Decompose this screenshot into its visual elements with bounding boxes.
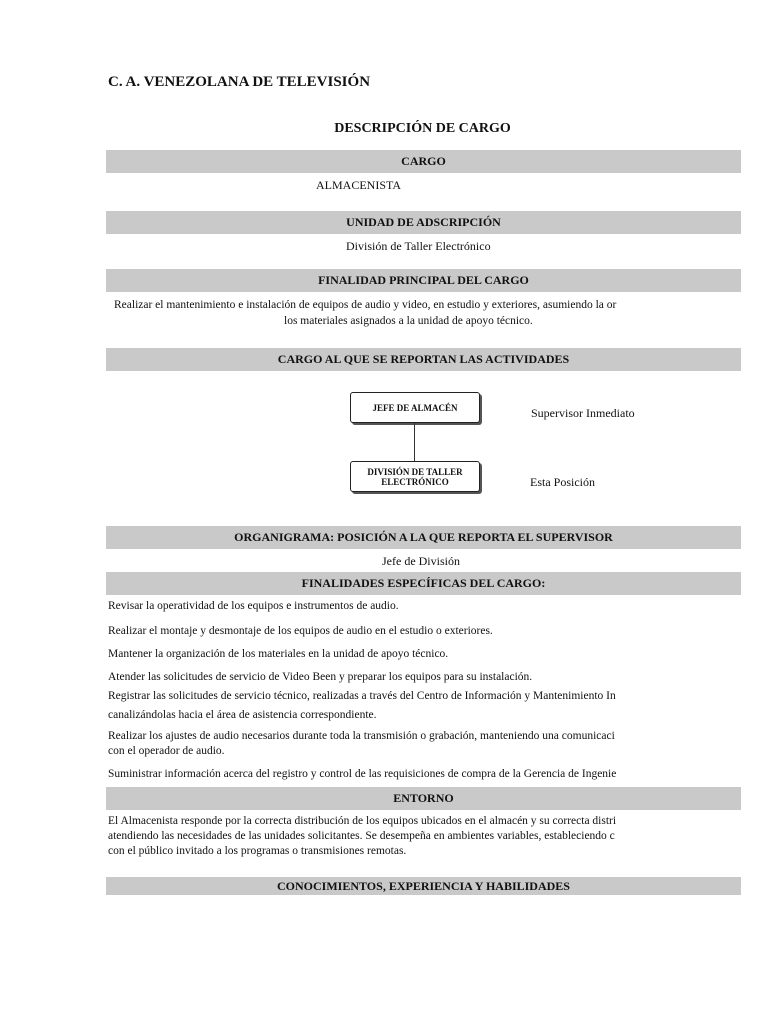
list-item: canalizándolas hacia el área de asistencia correspondiente.: [108, 709, 377, 721]
section-heading: CARGO AL QUE SE REPORTAN LAS ACTIVIDADES: [277, 352, 570, 366]
organigrama-value: Jefe de División: [382, 554, 460, 568]
entorno-line: con el público invitado a los programas o transmisiones remotas.: [108, 845, 407, 857]
org-connector-line: [414, 423, 415, 463]
section-heading: CARGO: [401, 154, 446, 168]
finalidad-line-2: los materiales asignados a la unidad de apoyo técnico.: [284, 315, 533, 327]
section-header-cargo: [106, 150, 741, 173]
entorno-line: El Almacenista responde por la correcta distribución de los equipos ubicados en el almacén y su correcta distri: [108, 815, 617, 827]
company-name: C. A. VENEZOLANA DE TELEVISIÓN: [108, 74, 371, 90]
org-box-division-taller: [350, 461, 480, 492]
section-header-organigrama: [106, 526, 741, 549]
document-title: DESCRIPCIÓN DE CARGO: [334, 121, 511, 136]
section-heading: FINALIDAD PRINCIPAL DEL CARGO: [318, 273, 529, 287]
org-box-label: JEFE DE ALMACÉN: [372, 402, 458, 413]
section-header-unidad: [106, 211, 741, 234]
cargo-value: ALMACENISTA: [316, 178, 402, 192]
org-box-label-line-1: DIVISIÓN DE TALLER: [367, 466, 463, 477]
org-box-label-line-2: ELECTRÓNICO: [381, 476, 449, 487]
entorno-line: atendiendo las necesidades de las unidades solicitantes. Se desempeña en ambientes variables, estableciendo c: [108, 830, 615, 842]
position-label: Esta Posición: [530, 475, 595, 489]
list-item: Realizar los ajustes de audio necesarios durante toda la transmisión o grabación, manteniendo una comunicaci: [108, 730, 615, 742]
section-header-finalidad-principal: [106, 269, 741, 292]
section-heading: CONOCIMIENTOS, EXPERIENCIA Y HABILIDADES: [277, 879, 570, 893]
section-heading: ORGANIGRAMA: POSICIÓN A LA QUE REPORTA EL SUPERVISOR: [234, 530, 613, 544]
section-heading: ENTORNO: [393, 791, 454, 805]
section-header-entorno: [106, 787, 741, 810]
finalidad-line-1: Realizar el mantenimiento e instalación de equipos de audio y video, en estudio y exteriores, asumiendo la or: [114, 299, 617, 311]
supervisor-label: Supervisor Inmediato: [531, 406, 635, 420]
org-box-jefe-almacen: [350, 392, 480, 423]
section-header-conocimientos: [106, 877, 741, 895]
list-item: Suministrar información acerca del registro y control de las requisiciones de compra de la Gerencia de Ingenie: [108, 768, 617, 780]
section-header-finalidades-especificas: [106, 572, 741, 595]
list-item: Registrar las solicitudes de servicio técnico, realizadas a través del Centro de Información y Mantenimiento In: [108, 690, 616, 702]
section-header-reporta: [106, 348, 741, 371]
section-heading: UNIDAD DE ADSCRIPCIÓN: [346, 215, 501, 229]
entorno-paragraph: [108, 814, 664, 859]
list-item: Mantener la organización de los materiales en la unidad de apoyo técnico.: [108, 648, 449, 660]
list-item: Atender las solicitudes de servicio de Video Been y preparar los equipos para su instalación.: [108, 671, 533, 683]
unidad-value: División de Taller Electrónico: [346, 239, 491, 253]
list-item: con el operador de audio.: [108, 745, 225, 757]
list-item: Revisar la operatividad de los equipos e instrumentos de audio.: [108, 600, 399, 612]
section-heading: FINALIDADES ESPECÍFICAS DEL CARGO:: [301, 576, 546, 590]
list-item: Realizar el montaje y desmontaje de los equipos de audio en el estudio o exteriores.: [108, 625, 493, 637]
